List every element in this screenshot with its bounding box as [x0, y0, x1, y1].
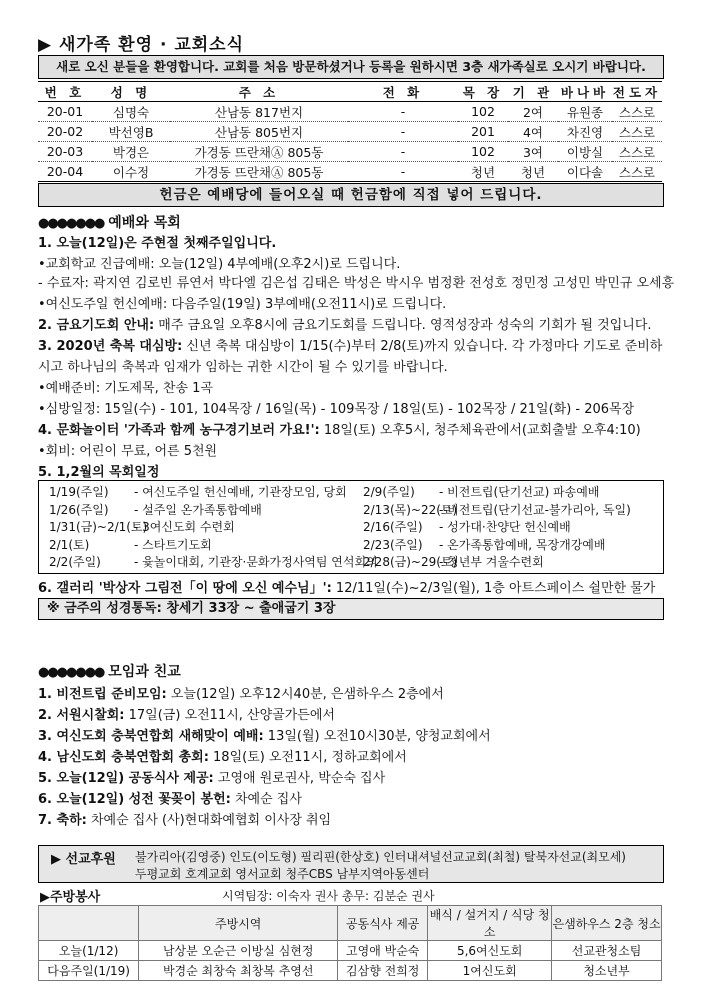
schedule-entry: - 비전트립(단기선교-불가리아, 독일) [439, 502, 631, 517]
schedule-entry: - 온가족통합예배, 목장개강예배 [439, 537, 606, 552]
gallery-item: 6. 갤러리 '박상자 그림전「이 땅에 오신 예수님」': 12/11일(수)~2/3일(월), 1층 아트스페이스 쉴만한 물가 [38, 581, 656, 596]
table-cell: 102 [458, 142, 508, 162]
newcomer-header: 목 장 [458, 82, 508, 102]
worship-section-title: ●●●●●●● 예배와 목회 [38, 215, 181, 231]
list-item [38, 725, 491, 744]
bullet-dots-icon: ●●●●●●● [38, 216, 104, 231]
table-cell: - [348, 102, 458, 122]
table-cell: 이수정 [92, 162, 170, 182]
table-cell: 스스로 [612, 162, 662, 182]
table-cell: 박경순 최창숙 최창복 추영선 [139, 961, 338, 981]
bullet-dots-icon: ●●●●●●● [38, 665, 104, 680]
schedule-entry: 2/23(주일) [363, 537, 423, 552]
item-text: 18일(토) 오전11시, 정하교회에서 [208, 750, 407, 765]
kitchen-leaders: 시역팀장: 이숙자 권사 총무: 김분순 권사 [222, 889, 435, 903]
schedule-entry: - 스타트기도회 [134, 537, 212, 552]
table-cell: - [348, 162, 458, 182]
fellowship-section-title: ●●●●●●● 모임과 친교 [38, 664, 181, 680]
list-item [38, 767, 385, 786]
newcomer-header: 주 소 [170, 82, 348, 102]
newcomer-header: 전 화 [348, 82, 458, 102]
item-text: 매주 금요일 오후8시에 금요기도회를 드립니다. 영적성장과 성숙의 기회가 될 것입니다. [154, 318, 652, 333]
list-item [38, 746, 407, 765]
item-heading: 1. 오늘(12일)은 주현절 첫째주일입니다. [38, 236, 277, 251]
list-item [38, 704, 335, 723]
list-item [38, 232, 276, 251]
table-cell: 유원종 [558, 102, 612, 122]
schedule-entry: 2/2(주일) [49, 555, 101, 569]
kitchen-table [38, 905, 662, 981]
schedule-entry: 2/16(주일) [363, 520, 423, 534]
item-text: •회비: 어린이 무료, 어른 5천원 [38, 444, 218, 459]
item-text: 차예순 집사 (사)현대화예협회 이사장 취임 [86, 813, 332, 828]
table-row [38, 122, 662, 142]
table-cell: 이다솔 [558, 162, 612, 182]
item-text: 고영애 원로권사, 박순숙 집사 [213, 771, 386, 786]
table-cell: 스스로 [612, 142, 662, 162]
offering-notice: 헌금은 예배당에 들어오실 때 헌금함에 직접 넣어 드립니다. [38, 183, 664, 207]
table-cell: 가경동 뜨란채Ⓐ 805동 [170, 142, 348, 162]
schedule-entry: 2/28(금)~29(토) [363, 555, 458, 569]
table-cell: - [348, 122, 458, 142]
table-cell: 박선영B [92, 122, 170, 142]
schedule-entry: 1/26(주일) [49, 502, 109, 517]
table-cell: 201 [458, 122, 508, 142]
kitchen-header: 은샘하우스 2층 청소 [552, 906, 662, 941]
table-cell: 산남동 817번지 [170, 102, 348, 122]
kitchen-label: ▶주방봉사 [40, 890, 101, 905]
item-heading: 1. 비전트립 준비모임: [38, 687, 167, 702]
list-item [38, 253, 400, 272]
item-heading: 5. 1,2월의 목회일정 [38, 465, 160, 480]
table-cell: 심명숙 [92, 102, 170, 122]
item-text: •여신도주일 헌신예배: 다음주일(19일) 3부예배(오전11시)로 드립니다. [38, 297, 447, 312]
schedule-entry: - 비전트립(단기선교) 파송예배 [439, 485, 600, 499]
newcomer-header: 번 호 [38, 82, 92, 102]
table-row [39, 961, 662, 981]
item-text: 17일(금) 오전11시, 산양골가든에서 [124, 708, 335, 723]
schedule-box [38, 480, 664, 574]
item-text: •심방일정: 15일(수) - 101, 104목장 / 16일(목) - 109목장 / 18일(토) - 102목장 / 21일(화) - 206목장 [38, 402, 635, 417]
table-cell: 남상분 오순근 이방실 심현정 [139, 941, 338, 961]
table-cell: 선교관청소팀 [552, 941, 662, 961]
table-cell: 스스로 [612, 102, 662, 122]
bible-reading-box: ※ 금주의 성경통독: 창세기 33장 ~ 출애굽기 3장 [38, 598, 664, 620]
table-cell: 차진영 [558, 122, 612, 142]
schedule-entry: 2/1(토) [49, 537, 90, 552]
list-item [38, 461, 159, 480]
schedule-entry: - 여신도주일 헌신예배, 기관장모임, 당회 [134, 485, 347, 499]
list-item [38, 314, 652, 333]
list-item [38, 788, 302, 807]
item-heading: 2. 서원시찰회: [38, 708, 125, 723]
page-title: ▶ 새가족 환영 · 교회소식 [38, 35, 245, 55]
table-cell: 스스로 [612, 122, 662, 142]
schedule-entry: - 3여신도회 수련회 [134, 520, 235, 534]
newcomer-table [38, 81, 662, 182]
list-item [38, 356, 448, 375]
newcomer-header: 성 명 [92, 82, 170, 102]
table-row [38, 102, 662, 122]
table-cell: 5,6여신도회 [428, 941, 552, 961]
item-heading: 3. 2020년 축복 대심방: [38, 339, 183, 354]
table-cell: 2여 [508, 102, 558, 122]
table-cell: 다음주일(1/19) [39, 961, 139, 981]
table-cell: 고영애 박순숙 [338, 941, 428, 961]
item-text: •교회학교 진급예배: 오늘(12일) 4부예배(오후2시)로 드립니다. [38, 257, 401, 272]
table-cell: 박경은 [92, 142, 170, 162]
schedule-entry: - 청년부 겨울수련회 [439, 555, 544, 569]
newcomer-header: 전도자 [612, 82, 662, 102]
item-text: - 수료자: 곽지연 김로빈 류연서 박다엘 김은섭 김태은 박성은 박시우 범정환 전성호 정민정 고성민 박민규 오세흥 [38, 276, 675, 291]
kitchen-header: 주방시역 [139, 906, 338, 941]
item-text: •예배준비: 기도제목, 찬송 1곡 [38, 381, 213, 396]
table-cell: 이방실 [558, 142, 612, 162]
table-cell: 김삼향 전희정 [338, 961, 428, 981]
table-cell: 청년 [508, 162, 558, 182]
item-text: 오늘(12일) 오후12시40분, 은샘하우스 2층에서 [166, 687, 444, 702]
item-heading: 2. 금요기도회 안내: [38, 318, 155, 333]
item-text: 13일(월) 오전10시30분, 양청교회에서 [263, 729, 491, 744]
table-cell: 20-02 [38, 122, 92, 142]
item-text: 시고 하나님의 축복과 임재가 임하는 귀한 시간이 될 수 있기를 바랍니다. [38, 360, 448, 375]
list-item [38, 419, 641, 438]
table-cell: 20-01 [38, 102, 92, 122]
table-cell: 20-03 [38, 142, 92, 162]
table-cell: 청소년부 [552, 961, 662, 981]
list-item [38, 335, 662, 354]
table-cell: 1여신도회 [428, 961, 552, 981]
kitchen-header-row [39, 906, 662, 941]
table-row [38, 162, 662, 182]
table-cell: 3여 [508, 142, 558, 162]
list-item [38, 272, 674, 291]
list-item [38, 398, 634, 417]
item-heading: 6. 오늘(12일) 성전 꽃꽂이 봉헌: [38, 792, 231, 807]
table-cell: 가경동 뜨란채Ⓐ 805동 [170, 162, 348, 182]
kitchen-header: 배식 / 설거지 / 식당 청소 [428, 906, 552, 941]
table-cell: 청년 [458, 162, 508, 182]
schedule-entry: 1/19(주일) [49, 485, 109, 499]
item-heading: 4. 남신도회 충북연합회 총회: [38, 750, 209, 765]
item-text: 신년 축복 대심방이 1/15(수)부터 2/8(토)까지 있습니다. 각 가정마다 기도로 준비하 [182, 339, 663, 354]
item-heading: 5. 오늘(12일) 공동식사 제공: [38, 771, 214, 786]
item-heading: 7. 축하: [38, 813, 87, 828]
item-text: 18일(토) 오후5시, 청주체육관에서(교회출발 오후4:10) [319, 423, 641, 438]
schedule-entry: - 윷놀이대회, 기관장·문화가정사역팀 연석회의 [134, 555, 378, 569]
table-row [39, 941, 662, 961]
item-heading: 3. 여신도회 충북연합회 새해맞이 예배: [38, 729, 264, 744]
newcomer-header: 바나바 [558, 82, 612, 102]
table-cell: 산남동 805번지 [170, 122, 348, 142]
item-heading: 4. 문화놀이터 '가족과 함께 농구경기보러 가요!': [38, 423, 320, 438]
welcome-banner: 새로 오신 분들을 환영합니다. 교회를 처음 방문하셨거나 등록을 원하시면 3층 새가족실로 오시기 바랍니다. [38, 55, 664, 79]
schedule-entry: 1/31(금)~2/1(토) [49, 520, 148, 534]
table-cell: - [348, 142, 458, 162]
list-item [38, 377, 213, 396]
table-cell: 20-04 [38, 162, 92, 182]
schedule-entry: 2/9(주일) [363, 485, 415, 499]
table-row [38, 142, 662, 162]
item-text: 차예순 집사 [230, 792, 302, 807]
table-cell: 4여 [508, 122, 558, 142]
schedule-entry: 2/13(목)~22(토) [363, 502, 458, 517]
schedule-entry: - 성가대·찬양단 헌신예배 [439, 520, 571, 534]
list-item [38, 809, 331, 828]
list-item [38, 683, 444, 702]
table-cell: 오늘(1/12) [39, 941, 139, 961]
mission-support-box: ▶ 선교후원 불가리아(김영중) 인도(이도형) 필리핀(한상호) 인터내셔널선교교회(최철) 탈북자선교(최모세) 두평교회 호계교회 영서교회 청주CBS 남부지역아동센터 [38, 845, 664, 883]
schedule-entry: - 설주일 온가족통합예배 [134, 502, 262, 517]
list-item [38, 293, 446, 312]
list-item [38, 440, 217, 459]
kitchen-header [39, 906, 139, 941]
table-cell: 102 [458, 102, 508, 122]
newcomer-header: 기 관 [508, 82, 558, 102]
kitchen-header: 공동식사 제공 [338, 906, 428, 941]
